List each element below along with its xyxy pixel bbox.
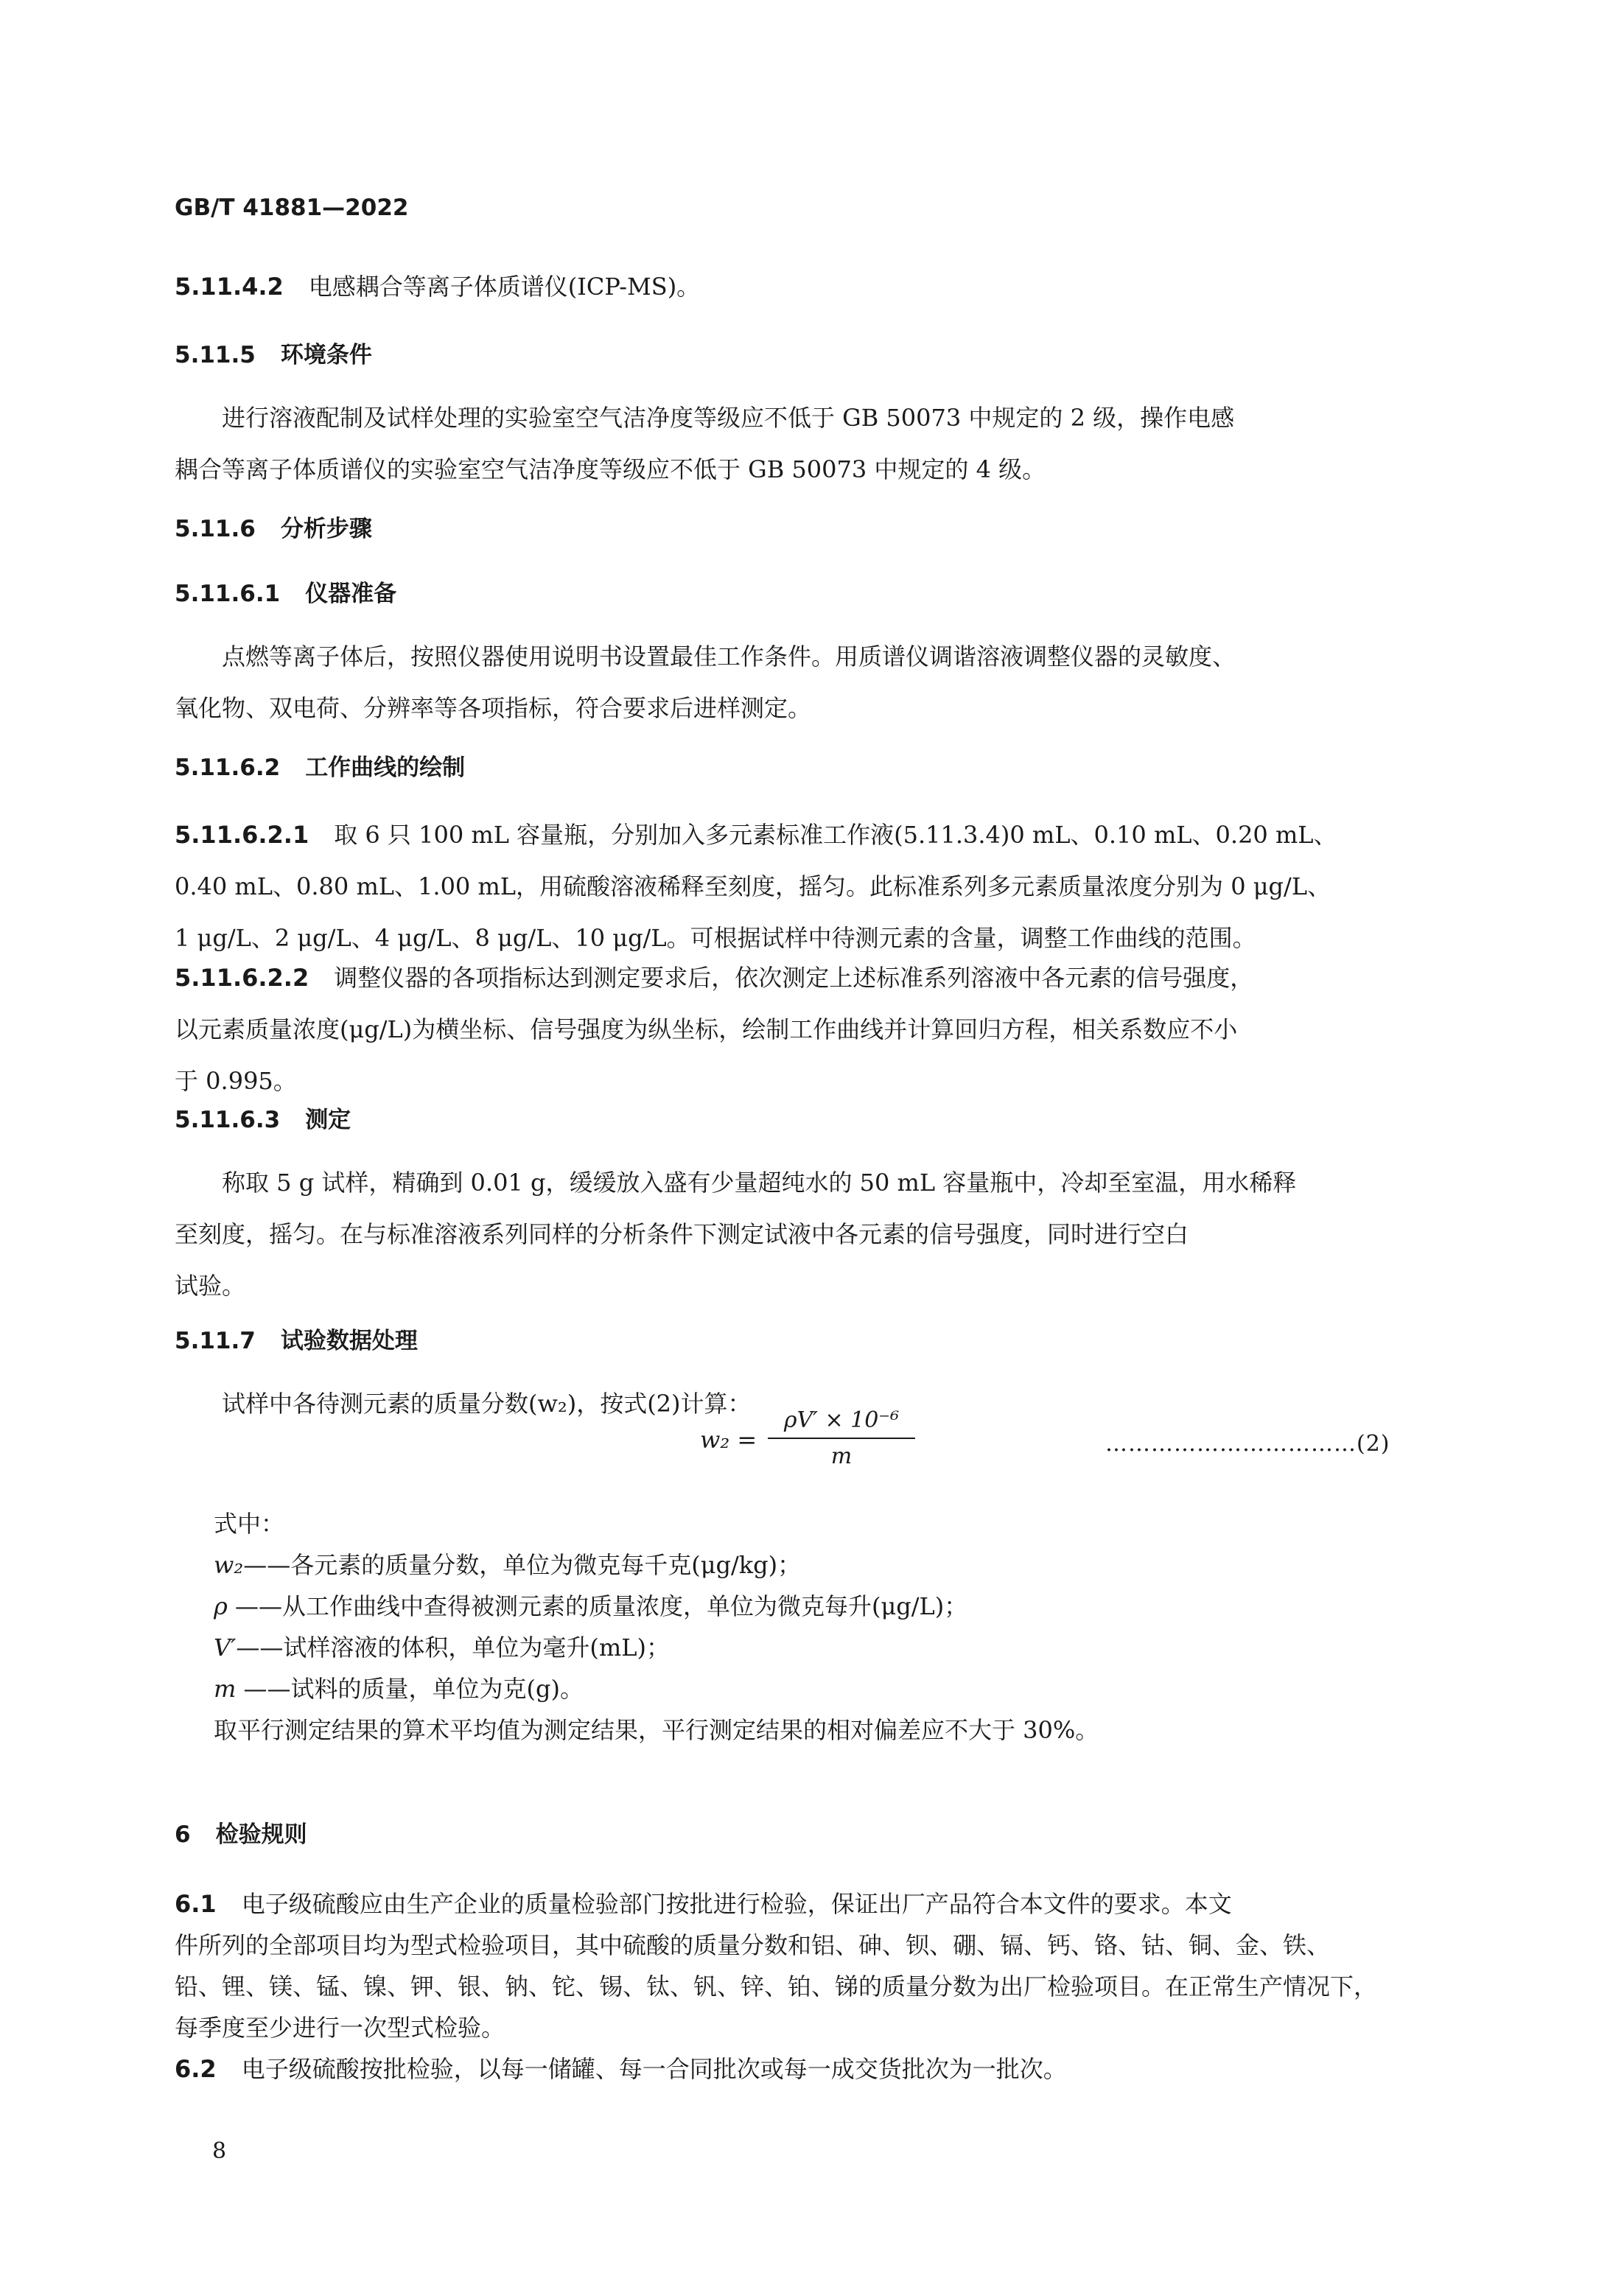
heading-title: 检验规则 <box>215 1821 307 1848</box>
heading-5-11-6 <box>175 514 372 544</box>
paragraph-line: 铅、锂、镁、锰、镍、钾、银、钠、铊、锡、钛、钒、锌、铂、锑的质量分数为出厂检验项目。在正常生产情况下， <box>175 1972 1378 2000</box>
symbol-description: ——试料的质量，单位为克(g)。 <box>236 1675 584 1703</box>
heading-number: 5.11.6.3 <box>175 1107 281 1133</box>
paragraph-line: 0.40 mL、0.80 mL、1.00 mL，用硫酸溶液稀释至刻度，摇匀。此标准系列多元素质量浓度分别为 0 μg/L、 <box>175 872 1331 900</box>
heading-number: 5.11.7 <box>175 1328 256 1354</box>
heading-title: 试验数据处理 <box>280 1328 418 1354</box>
clause-5-11-6-2-1 <box>175 809 1449 964</box>
paragraph-line: 氧化物、双电荷、分辨率等各项指标，符合要求后进样测定。 <box>175 694 812 722</box>
clause-number: 5.11.4.2 <box>175 273 284 301</box>
clause-number: 6.1 <box>175 1890 217 1918</box>
paragraph-line: 件所列的全部项目均为型式检验项目，其中硫酸的质量分数和铝、砷、钡、硼、镉、钙、铬、钴、铜、金、铁、 <box>175 1931 1331 1959</box>
paragraph-environment <box>175 392 1449 495</box>
calc-intro: 试样中各待测元素的质量分数(w₂)，按式(2)计算： <box>222 1390 752 1418</box>
clause-text: 电感耦合等离子体质谱仪(ICP-MS)。 <box>308 273 701 301</box>
heading-number: 5.11.6 <box>175 516 256 542</box>
heading-number: 6 <box>175 1821 191 1848</box>
paragraph-measurement <box>175 1157 1449 1312</box>
heading-5-11-6-1 <box>175 579 396 609</box>
clause-text: 电子级硫酸应由生产企业的质量检验部门按批进行检验，保证出厂产品符合本文件的要求。本文 <box>241 1890 1232 1918</box>
where-item <box>214 1544 1488 1586</box>
heading-5-11-5 <box>175 340 372 370</box>
heading-number: 5.11.6.1 <box>175 581 281 607</box>
formula-lhs: w₂ = <box>700 1426 757 1454</box>
clause-6-1 <box>175 1883 1449 2048</box>
symbol: ρ <box>214 1592 228 1620</box>
heading-title: 分析步骤 <box>280 516 372 542</box>
paragraph-line: 以元素质量浓度(μg/L)为横坐标、信号强度为纵坐标，绘制工作曲线并计算回归方程，相关系数应不小 <box>175 1015 1238 1043</box>
formula-fraction <box>768 1407 915 1469</box>
symbol-description: ——试样溶液的体积，单位为毫升(mL)； <box>236 1634 670 1662</box>
where-item <box>214 1627 1488 1668</box>
paragraph-line <box>175 809 1449 861</box>
heading-title: 测定 <box>305 1107 351 1133</box>
paragraph-line: 点燃等离子体后，按照仪器使用说明书设置最佳工作条件。用质谱仪调谐溶液调整仪器的灵敏度、 <box>222 643 1236 671</box>
clause-5-11-4-2 <box>175 261 1449 312</box>
paragraph-line: 称取 5 g 试样，精确到 0.01 g，缓缓放入盛有少量超纯水的 50 mL 容量瓶中，冷却至室温，用水稀释 <box>222 1169 1297 1197</box>
paragraph-line <box>175 952 1449 1004</box>
where-item <box>214 1668 1488 1709</box>
heading-number: 5.11.5 <box>175 342 256 368</box>
symbol: w₂ <box>214 1551 244 1579</box>
where-label: 式中： <box>214 1510 285 1538</box>
clause-text: 调整仪器的各项指标达到测定要求后，依次测定上述标准系列溶液中各元素的信号强度， <box>334 964 1254 992</box>
clause-number: 5.11.6.2.2 <box>175 964 309 992</box>
paragraph-line: 进行溶液配制及试样处理的实验室空气洁净度等级应不低于 GB 50073 中规定的 2 级，操作电感 <box>222 404 1235 432</box>
clause-5-11-6-2-2 <box>175 952 1449 1107</box>
paragraph-instrument-prep <box>175 631 1449 734</box>
clause-6-2 <box>175 2048 1449 2090</box>
heading-6 <box>175 1820 307 1849</box>
clause-text: 取 6 只 100 mL 容量瓶，分别加入多元素标准工作液(5.11.3.4)0 mL、0.10 mL、0.20 mL、 <box>334 821 1337 849</box>
heading-5-11-6-2 <box>175 753 465 783</box>
clause-number: 6.2 <box>175 2055 217 2083</box>
heading-title: 环境条件 <box>280 342 372 368</box>
heading-5-11-7 <box>175 1326 418 1356</box>
symbol-description: ——从工作曲线中查得被测元素的质量浓度，单位为微克每升(μg/L)； <box>227 1592 968 1620</box>
symbol: V′ <box>214 1634 237 1662</box>
paragraph-line: 至刻度，摇匀。在与标准溶液系列同样的分析条件下测定试液中各元素的信号强度，同时进行空白 <box>175 1220 1189 1248</box>
symbol-description: ——各元素的质量分数，单位为微克每千克(μg/kg)； <box>243 1551 802 1579</box>
heading-title: 工作曲线的绘制 <box>305 755 466 781</box>
heading-title: 仪器准备 <box>305 581 397 607</box>
document-code: GB/T 41881—2022 <box>175 195 409 221</box>
formula-denominator: m <box>830 1443 853 1469</box>
equation-number: ……………………………(2) <box>1105 1431 1390 1457</box>
clause-text: 电子级硫酸按批检验，以每一储罐、每一合同批次或每一成交货批次为一批次。 <box>241 2055 1067 2083</box>
formula-numerator: ρV′ × 10⁻⁶ <box>783 1407 900 1433</box>
paragraph-line: 1 μg/L、2 μg/L、4 μg/L、8 μg/L、10 μg/L。可根据试样中待测元素的含量，调整工作曲线的范围。 <box>175 924 1256 952</box>
paragraph-line: 试验。 <box>175 1272 246 1300</box>
symbol: m <box>214 1675 237 1703</box>
page-number: 8 <box>212 2138 227 2164</box>
paragraph-line <box>175 1883 1449 1925</box>
paragraph-line: 每季度至少进行一次型式检验。 <box>175 2014 505 2042</box>
where-item <box>214 1586 1488 1627</box>
paragraph-line: 于 0.995。 <box>175 1067 297 1095</box>
clause-number: 5.11.6.2.1 <box>175 821 309 849</box>
paragraph-line: 耦合等离子体质谱仪的实验室空气洁净度等级应不低于 GB 50073 中规定的 4 级。 <box>175 455 1046 483</box>
heading-5-11-6-3 <box>175 1105 351 1135</box>
heading-number: 5.11.6.2 <box>175 755 281 781</box>
result-rule: 取平行测定结果的算术平均值为测定结果，平行测定结果的相对偏差应不大于 30%。 <box>214 1716 1099 1744</box>
fraction-bar <box>768 1438 915 1439</box>
